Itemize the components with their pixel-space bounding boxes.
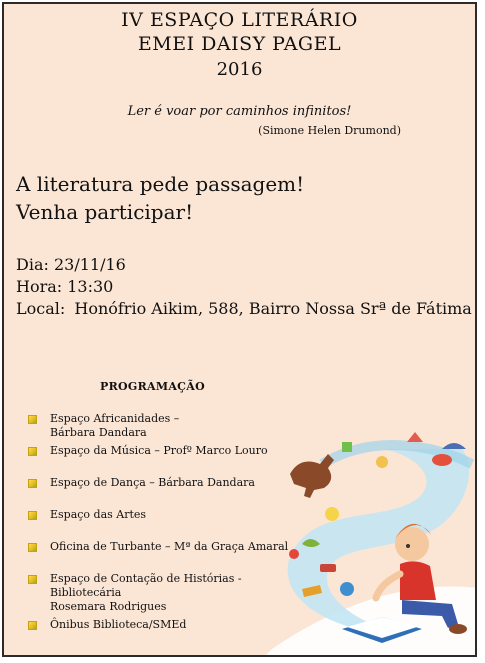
child-eye [406,544,410,548]
list-item-line: Rosemara Rodrigues [50,600,167,613]
list-item [28,444,268,458]
dinosaur-icon [290,454,334,498]
list-item [28,412,179,440]
ball-icon [376,456,388,468]
event-year: 2016 [216,59,263,80]
car-icon [320,564,336,572]
list-item [28,476,255,490]
list-item [28,618,186,632]
bullet-icon [28,575,37,584]
event-location [16,298,472,320]
event-details [16,254,472,320]
location-value: Honófrio Aikim, 588, Bairro Nossa Srª de Fátima [74,299,472,318]
list-item-text: Espaço das Artes [50,508,147,521]
list-item-line: Espaço de Contação de Histórias - Bibliotecária [50,572,242,599]
location-label: Local: [16,299,66,318]
block-icon [342,442,352,452]
event-date: Dia: 23/11/16 [16,255,126,274]
umbrella-icon [442,443,466,449]
quote-author: (Simone Helen Drumond) [258,124,401,137]
event-title-line-1: IV ESPAÇO LITERÁRIO [121,9,358,31]
list-item-text: Espaço de Dança – Bárbara Dandara [50,476,255,489]
list-item [28,540,288,554]
flyer-page [2,2,477,657]
program-title: PROGRAMAÇÃO [100,380,205,393]
list-item [28,508,146,522]
bullet-icon [28,543,37,552]
list-item-text: Oficina de Turbante – Mª da Graça Amaral [50,540,289,553]
list-item-line: Espaço Africanidades – [50,412,180,425]
bullet-icon [28,447,37,456]
rocket-icon [407,432,423,442]
motto-line-1: A literatura pede passagem! [16,172,305,196]
bullet-icon [28,415,37,424]
child-shoe [449,624,467,634]
child-reading-illustration [262,424,477,657]
motto [16,170,304,226]
event-header [4,8,475,82]
event-time: Hora: 13:30 [16,277,114,296]
motto-line-2: Venha participar! [16,200,194,224]
bullet-icon [28,621,37,630]
globe-icon [340,582,354,596]
list-item-text [50,412,179,440]
apple-icon [289,549,299,559]
list-item-text: Espaço da Música – Profº Marco Louro [50,444,268,457]
quote-text: Ler é voar por caminhos infinitos! [127,104,352,119]
sun-icon [325,507,339,521]
child-shirt [400,561,436,600]
bird-icon [432,454,452,466]
event-title-line-2: EMEI DAISY PAGEL [137,33,342,55]
bullet-icon [28,479,37,488]
list-item-line: Bárbara Dandara [50,426,147,439]
list-item-text: Ônibus Biblioteca/SMEd [50,618,187,631]
bullet-icon [28,511,37,520]
